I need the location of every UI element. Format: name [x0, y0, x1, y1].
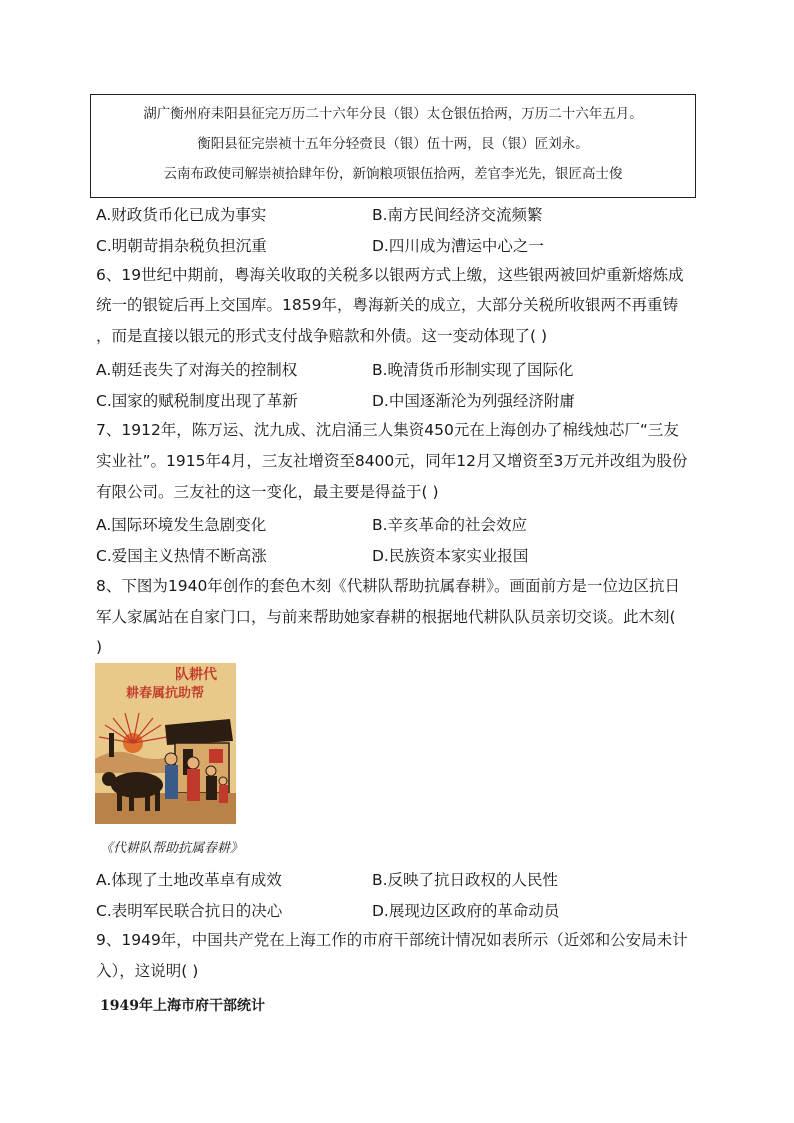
inscription-line-2: 衡阳县征完崇祯十五年分轻赍艮（银）伍十两，艮（银）匠刘永。 — [197, 136, 589, 152]
q6-option-a[interactable]: A.朝廷丧失了对海关的控制权 — [96, 361, 298, 379]
pagoda-illustration — [109, 733, 114, 757]
q8-option-a[interactable]: A.体现了土地改革卓有成效 — [96, 871, 282, 889]
q7-stem-line-3: 有限公司。三友社的这一变化，最主要是得益于( ) — [96, 483, 439, 501]
q6-stem-line-2: 统一的银锭后再上交国库。1859年，粤海新关的成立，大部分关税所收银两不再重铸 — [96, 296, 678, 314]
q8-option-b[interactable]: B.反映了抗日政权的人民性 — [372, 871, 559, 889]
q6-stem-line-1: 6、19世纪中期前，粤海关收取的关税多以银两方式上缴，这些银两被回炉重新熔炼成 — [96, 266, 684, 284]
q7-option-a[interactable]: A.国际环境发生急剧变化 — [96, 516, 267, 534]
woodcut-title-line-2: 耕春属抗助帮 — [125, 686, 205, 701]
q8-option-c[interactable]: C.表明军民联合抗日的决心 — [96, 902, 283, 920]
q9-stem-line-2: 入），这说明( ) — [96, 962, 199, 980]
q6-option-d[interactable]: D.中国逐渐沦为列强经济附庸 — [372, 392, 575, 410]
woodcut-caption: 《代耕队帮助抗属春耕》 — [100, 841, 244, 856]
q6-option-c[interactable]: C.国家的赋税制度出现了革新 — [96, 392, 298, 410]
q5-option-a[interactable]: A.财政货币化已成为事实 — [96, 206, 267, 224]
q5-option-b[interactable]: B.南方民间经济交流频繁 — [372, 206, 543, 224]
inscription-line-3: 云南布政使司解崇祯拾肆年份，新饷粮项银伍拾两，差官李光先，银匠高士俊 — [163, 166, 623, 182]
q7-option-b[interactable]: B.辛亥革命的社会效应 — [372, 516, 528, 534]
q8-stem-line-1: 8、下图为1940年创作的套色木刻《代耕队帮助抗属春耕》。画面前方是一位边区抗日 — [96, 577, 681, 595]
q9-table-title: 1949年上海市府干部统计 — [100, 998, 265, 1014]
q7-option-c[interactable]: C.爱国主义热情不断高涨 — [96, 547, 267, 565]
q6-stem-line-3: ，而是直接以银元的形式支付战争赔款和外债。这一变动体现了( ) — [96, 327, 548, 345]
q9-stem-line-1: 9、1949年，中国共产党在上海工作的市府干部统计情况如表所示（近郊和公安局未计 — [96, 931, 688, 949]
inscription-line-1: 湖广衡州府耒阳县征完万历二十六年分艮（银）太仓银伍拾两，万历二十六年五月。 — [143, 106, 643, 122]
q5-option-c[interactable]: C.明朝苛捐杂税负担沉重 — [96, 237, 267, 255]
q8-option-d[interactable]: D.展现边区政府的革命动员 — [372, 902, 560, 920]
q7-option-d[interactable]: D.民族资本家实业报国 — [372, 547, 529, 565]
q8-stem-line-3: ) — [96, 638, 103, 656]
woodcut-print-image — [95, 663, 236, 824]
historical-inscription-box — [90, 94, 696, 198]
q6-option-b[interactable]: B.晚清货币形制实现了国际化 — [372, 361, 574, 379]
q7-stem-line-2: 实业社”。1915年4月，三友社增资至8400元，同年12月又增资至3万元并改组为股份 — [96, 452, 688, 470]
q8-stem-line-2: 军人家属站在自家门口，与前来帮助她家春耕的根据地代耕队队员亲切交谈。此木刻( — [96, 608, 676, 626]
q5-option-d[interactable]: D.四川成为漕运中心之一 — [372, 237, 544, 255]
woodcut-title-line-1: 队耕代 — [175, 667, 217, 683]
q7-stem-line-1: 7、1912年，陈万运、沈九成、沈启涌三人集资450元在上海创办了棉线烛芯厂“三友 — [96, 421, 679, 439]
